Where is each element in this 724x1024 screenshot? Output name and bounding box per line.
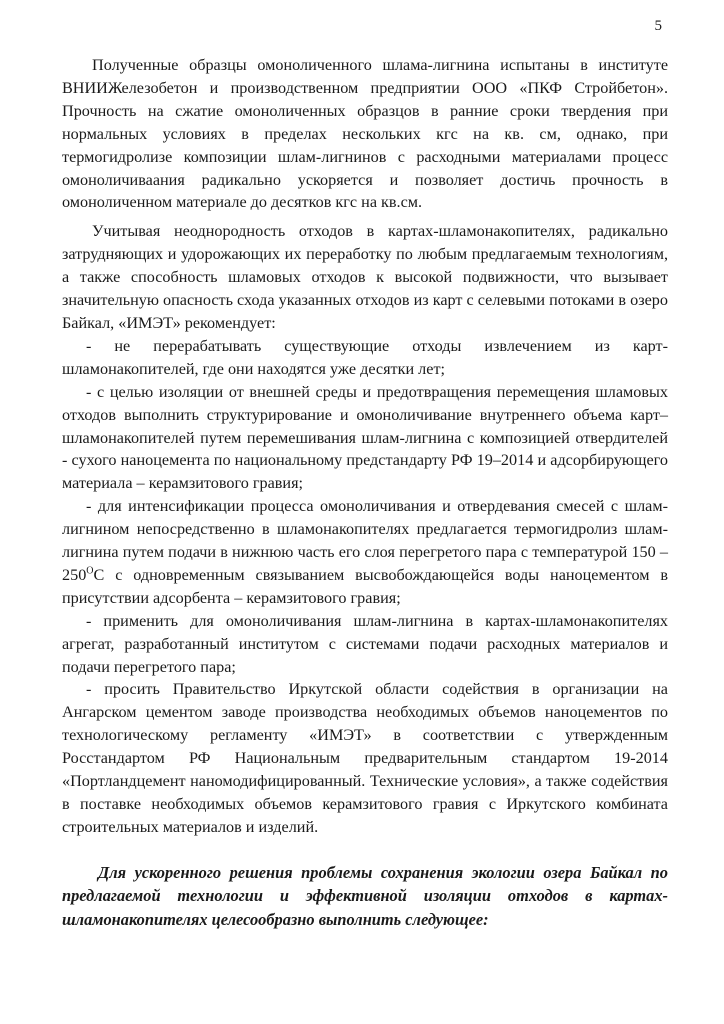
list-item-thermohydrolysis — [62, 495, 668, 610]
closing-emphasis-paragraph: Для ускоренного решения проблемы сохранения экологии озера Байкал по предлагаемой технологии и эффективной изоляции отходов в картах-шламонакопителях целесообразно выполнить следующее: — [62, 862, 668, 929]
list-item-isolation: - с целью изоляции от внешней среды и предотвращения перемещения шламовых отходов выполнить структурирование и омоноличивание внутреннего объема карт–шламонакопителей путем перемешивания шлам-лигнина с композицией отвердителей - сухого наноцемента по национальному предстандарту РФ 19–2014 и адсорбирующего материала – керамзитового гравия; — [62, 382, 668, 493]
list-item-aggregate: - применить для омоноличивания шлам-лигнина в картах-шламонакопителях агрегат, разработанный институтом с системами подачи расходных материалов и подачи перегретого пара; — [62, 611, 668, 676]
degree-superscript: О — [86, 565, 94, 577]
thermohydrolysis-text-end: С с одновременным связыванием высвобождающейся воды наноцементом в присутствии адсорбента – керамзитового гравия; — [62, 565, 668, 607]
paragraph-recommendation-intro: Учитывая неоднородность отходов в картах-шламонакопителях, радикально затрудняющих и удорожающих их переработку по любым предлагаемым технологиям, а также способность шламовых отходов к высокой подвижности, что вызывает значительную опасность схода указанных отходов из карт с селевыми потоками в озеро Байкал, «ИМЭТ» рекомендует: — [62, 222, 668, 332]
page-number: 5 — [654, 18, 662, 34]
list-item-no-extraction: - не перерабатывать существующие отходы извлечением из карт-шламонакопителей, где они находятся уже десятки лет; — [62, 336, 668, 378]
document-body — [62, 54, 668, 931]
paragraph-test-results: Полученные образцы омоноличенного шлама-лигнина испытаны в институте ВНИИЖелезобетон и производственном предприятии ООО «ПКФ Стройбетон». Прочность на сжатие омоноличенных образцов в ранние сроки твердения при нормальных условиях в пределах нескольких кгс на кв. см, однако, при термогидролизе композиции шлам-лигнинов с расходными материалами процесс омоноличиваания радикально ускоряется и позволяет достичь прочность в омоноличенном материале до десятков кгс на кв.см. — [62, 56, 668, 212]
thermohydrolysis-text-start: - для интенсификации процесса омоноличивания и отвердевания смесей с шлам-лигнином непосредственно в шламонакопителях предлагается термогидролиз шлам-лигнина путем подачи в нижнюю часть его слоя перегретого пара с температурой 150 – 250 — [62, 497, 668, 584]
list-item-government-request: - просить Правительство Иркутской области содействия в организации на Ангарском цементом заводе производства необходимых объемов наноцементов по технологическому регламенту «ИМЭТ» в соответствии с утвержденным Росстандартом РФ Национальным предварительным стандартом 19-2014 «Портландцемент наномодифицированный. Технические условия», а также содействия в поставке необходимых объемов керамзитового гравия с Иркутского комбината строительных материалов и изделий. — [62, 680, 668, 836]
